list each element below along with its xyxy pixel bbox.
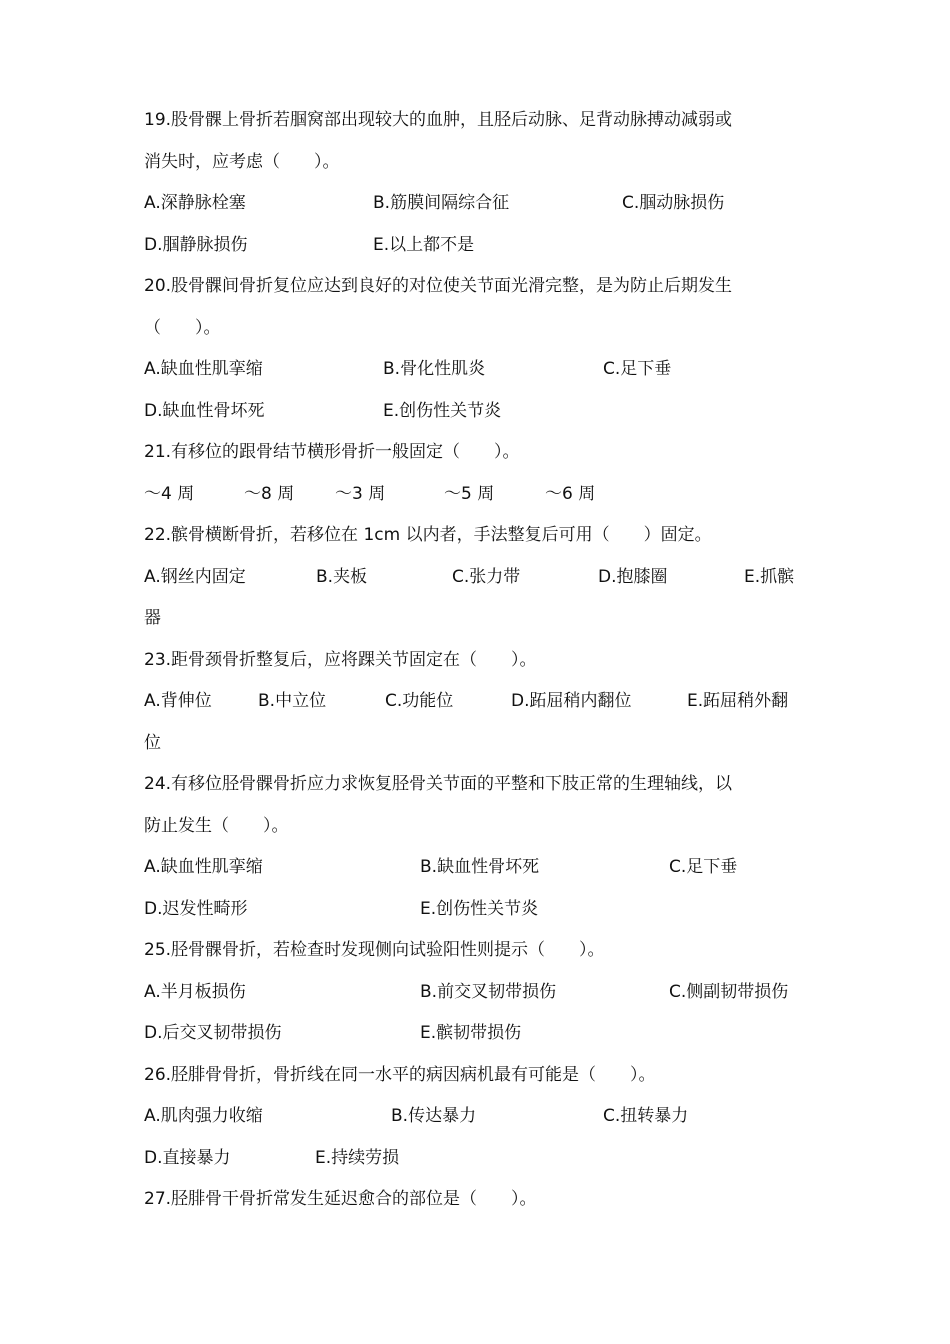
answer-option: C.张力带 <box>452 566 521 587</box>
answer-options-row <box>144 888 810 930</box>
answer-options-row <box>144 1137 810 1179</box>
answer-option: C.扭转暴力 <box>603 1106 689 1126</box>
question-stem-text: 消失时，应考虑（ ）。 <box>144 151 340 172</box>
answer-option: 位 <box>144 732 161 753</box>
answer-option: A.半月板损伤 <box>144 981 246 1002</box>
question-stem-text: 27.胫腓骨干骨折常发生延迟愈合的部位是（ ）。 <box>144 1189 537 1209</box>
answer-option: ～8 周 <box>244 483 295 504</box>
question-stem-line <box>144 929 810 971</box>
answer-option: E.创伤性关节炎 <box>383 400 502 421</box>
question-stem-line <box>144 1178 810 1220</box>
answer-option: C.功能位 <box>385 691 454 711</box>
question-stem-line <box>144 805 810 847</box>
answer-option: D.缺血性骨坏死 <box>144 400 265 421</box>
question-stem-text: 20.股骨髁间骨折复位应达到良好的对位使关节面光滑完整，是为防止后期发生 <box>144 276 733 296</box>
answer-option: E.髌韧带损伤 <box>420 1023 522 1043</box>
question-stem-line <box>144 99 810 141</box>
answer-option: E.抓髌 <box>744 566 795 587</box>
answer-option: E.跖屈稍外翻 <box>687 691 789 711</box>
answer-option: ～4 周 <box>144 483 195 504</box>
answer-options-row <box>144 473 810 515</box>
question-stem-line <box>144 431 810 473</box>
answer-option: E.创伤性关节炎 <box>420 898 539 919</box>
answer-options-row <box>144 680 810 722</box>
answer-option: D.迟发性畸形 <box>144 898 248 919</box>
question-stem-text: 25.胫骨髁骨折，若检查时发现侧向试验阳性则提示（ ）。 <box>144 940 605 960</box>
answer-option: D.跖屈稍内翻位 <box>511 691 632 711</box>
question-stem-line <box>144 639 810 681</box>
answer-options-row <box>144 1012 810 1054</box>
answer-options-row <box>144 556 810 598</box>
question-stem-line <box>144 141 810 183</box>
answer-option: A.钢丝内固定 <box>144 566 246 587</box>
question-stem-line <box>144 307 810 349</box>
question-stem-text: 24.有移位胫骨髁骨折应力求恢复胫骨关节面的平整和下肢正常的生理轴线，以 <box>144 774 733 794</box>
question-stem-text: 23.距骨颈骨折整复后，应将踝关节固定在（ ）。 <box>144 649 537 670</box>
question-stem-text: 21.有移位的跟骨结节横形骨折一般固定（ ）。 <box>144 442 520 462</box>
answer-option: B.前交叉韧带损伤 <box>420 981 557 1002</box>
answer-option: A.肌肉强力收缩 <box>144 1106 263 1126</box>
answer-option: A.缺血性肌挛缩 <box>144 359 263 379</box>
answer-option: E.以上都不是 <box>373 234 475 255</box>
answer-options-row <box>144 597 810 639</box>
answer-options-row <box>144 390 810 432</box>
question-stem-text: 22.髌骨横断骨折，若移位在 1cm 以内者，手法整复后可用（ ）固定。 <box>144 525 712 545</box>
answer-option: D.后交叉韧带损伤 <box>144 1023 282 1043</box>
question-stem-text: （ ）。 <box>144 317 221 338</box>
question-stem-line <box>144 514 810 556</box>
answer-option: C.足下垂 <box>603 359 672 379</box>
answer-option: B.骨化性肌炎 <box>383 359 486 379</box>
answer-option: B.缺血性骨坏死 <box>420 857 540 877</box>
answer-option: 器 <box>144 608 161 628</box>
answer-option: D.直接暴力 <box>144 1147 231 1168</box>
answer-option: ～3 周 <box>335 483 386 504</box>
answer-option: D.抱膝圈 <box>598 566 668 587</box>
answer-option: A.缺血性肌挛缩 <box>144 857 263 877</box>
answer-option: D.腘静脉损伤 <box>144 234 248 255</box>
answer-options-row <box>144 1095 810 1137</box>
question-stem-text: 防止发生（ ）。 <box>144 815 289 836</box>
question-stem-text: 19.股骨髁上骨折若腘窝部出现较大的血肿，且胫后动脉、足背动脉搏动减弱或 <box>144 110 733 130</box>
answer-option: C.侧副韧带损伤 <box>669 981 789 1002</box>
answer-option: B.夹板 <box>316 566 368 587</box>
answer-option: C.足下垂 <box>669 857 738 877</box>
answer-options-row <box>144 971 810 1013</box>
answer-options-row <box>144 224 810 266</box>
question-stem-line <box>144 763 810 805</box>
answer-options-row <box>144 846 810 888</box>
answer-option: C.腘动脉损伤 <box>622 193 725 213</box>
answer-option: A.深静脉栓塞 <box>144 193 246 213</box>
answer-options-row <box>144 348 810 390</box>
answer-options-row <box>144 722 810 764</box>
question-stem-line <box>144 265 810 307</box>
question-stem-text: 26.胫腓骨骨折，骨折线在同一水平的病因病机最有可能是（ ）。 <box>144 1064 656 1085</box>
answer-option: ～6 周 <box>545 483 596 504</box>
answer-option: B.筋膜间隔综合征 <box>373 193 510 213</box>
answer-option: E.持续劳损 <box>315 1147 400 1168</box>
answer-options-row <box>144 182 810 224</box>
question-stem-line <box>144 1054 810 1096</box>
answer-option: B.中立位 <box>258 691 327 711</box>
answer-option: ～5 周 <box>444 483 495 504</box>
answer-option: B.传达暴力 <box>391 1106 477 1126</box>
answer-option: A.背伸位 <box>144 691 212 711</box>
